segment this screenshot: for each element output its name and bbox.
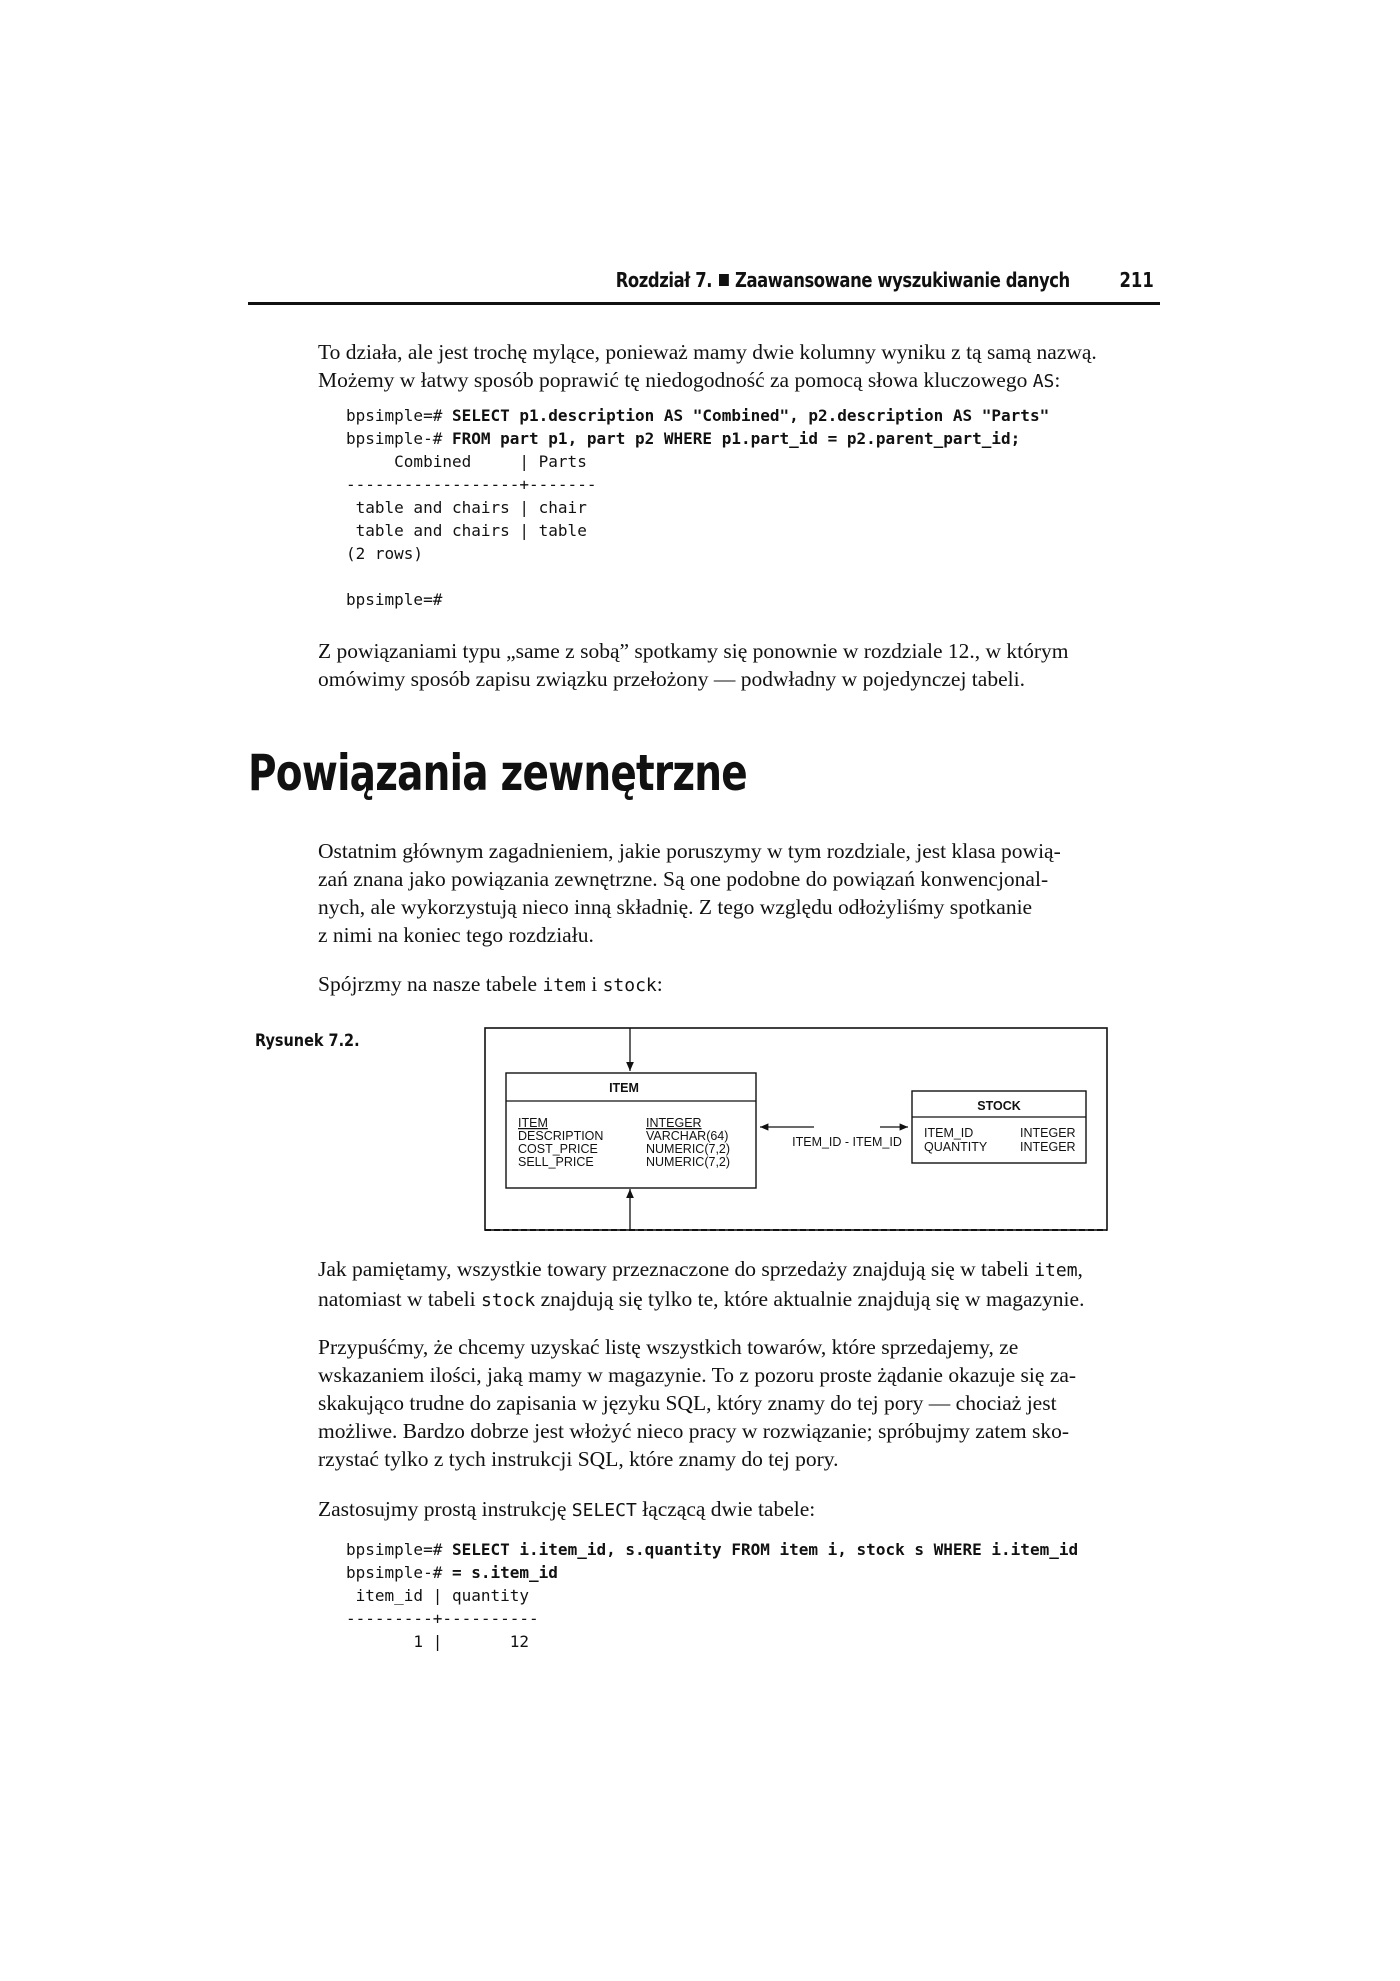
code-line bbox=[346, 1538, 1078, 1561]
code-prompt: bpsimple-# bbox=[346, 429, 452, 448]
code-output-separator: ------------------+------- bbox=[346, 475, 597, 494]
code-command: SELECT i.item_id, s.quantity FROM item i, stock s WHERE i.item_id bbox=[451, 1540, 1079, 1559]
same-self-paragraph bbox=[318, 637, 1160, 693]
apply-text: Zastosujmy prostą instrukcję bbox=[318, 1497, 572, 1521]
stock-field-name: ITEM_ID bbox=[924, 1126, 974, 1140]
look-paragraph bbox=[318, 970, 1160, 1000]
er-diagram bbox=[484, 1027, 1110, 1232]
chapter-heading bbox=[616, 268, 1070, 292]
suppose-line-1: Przypuśćmy, że chcemy uzyskać listę wszystkich towarów, które sprzedajemy, ze bbox=[318, 1335, 1019, 1359]
outer-intro-line-1: Ostatnim głównym zagadnieniem, jakie poruszymy w tym rozdziale, jest klasa powią- bbox=[318, 839, 1061, 863]
stock-field-type: INTEGER bbox=[1020, 1126, 1076, 1140]
er-diagram-svg bbox=[484, 1027, 1110, 1232]
intro-line-2 bbox=[318, 366, 1160, 396]
item-field-name: ITEM bbox=[518, 1116, 548, 1130]
code-command: = s.item_id bbox=[451, 1563, 558, 1582]
stock-table bbox=[912, 1091, 1086, 1163]
section-heading-wrap bbox=[248, 744, 1148, 802]
stock-table-title: STOCK bbox=[977, 1099, 1021, 1113]
code-output-separator: ---------+---------- bbox=[346, 1609, 539, 1628]
item-field-type: INTEGER bbox=[646, 1116, 702, 1130]
code-line bbox=[346, 404, 1049, 427]
inline-code-stock: stock bbox=[602, 975, 657, 996]
code-prompt: bpsimple=# bbox=[346, 406, 452, 425]
remember-text: natomiast w tabeli bbox=[318, 1287, 482, 1311]
figure-label: Rysunek 7.2. bbox=[255, 1031, 360, 1051]
code-output-row: table and chairs | table bbox=[346, 521, 587, 540]
apply-paragraph bbox=[318, 1495, 1160, 1525]
apply-line bbox=[318, 1495, 1160, 1525]
outer-intro-line-3: nych, ale wykorzystują nieco inną składnię. Z tego względu odłożyliśmy spotkanie bbox=[318, 895, 1033, 919]
remember-text: znajdują się tylko te, które aktualnie znajdują się w magazynie. bbox=[535, 1287, 1085, 1311]
apply-text: łączącą dwie tabele: bbox=[636, 1497, 816, 1521]
same-self-line-1: Z powiązaniami typu „same z sobą” spotkamy się ponownie w rozdziale 12., w którym bbox=[318, 639, 1069, 663]
same-self-line-2: omówimy sposób zapisu związku przełożony — podwładny w pojedynczej tabeli. bbox=[318, 667, 1025, 691]
code-output-row: 1 | 12 bbox=[346, 1632, 530, 1651]
inline-code-item: item bbox=[542, 975, 586, 996]
intro-paragraph bbox=[318, 338, 1160, 396]
code-block-1 bbox=[346, 404, 1049, 611]
intro-line-2-end: : bbox=[1054, 368, 1061, 392]
look-text: : bbox=[656, 972, 663, 996]
outer-intro-line-4: z nimi na koniec tego rozdziału. bbox=[318, 923, 594, 947]
code-output-header: item_id | quantity bbox=[346, 1586, 530, 1605]
inline-code-select: SELECT bbox=[571, 1500, 637, 1521]
chapter-number: Rozdział 7. bbox=[615, 268, 713, 292]
code-row-count: (2 rows) bbox=[346, 544, 424, 563]
running-header bbox=[248, 262, 1160, 305]
suppose-paragraph bbox=[318, 1333, 1160, 1473]
outer-intro-paragraph bbox=[318, 837, 1160, 949]
item-table bbox=[506, 1073, 756, 1188]
code-line bbox=[346, 427, 1049, 450]
item-field-type: VARCHAR(64) bbox=[646, 1129, 729, 1143]
code-command: FROM part p1, part p2 WHERE p1.part_id = p2.parent_part_id; bbox=[451, 429, 1021, 448]
item-field-name: SELL_PRICE bbox=[518, 1155, 594, 1169]
remember-line-1 bbox=[318, 1255, 1160, 1285]
outer-intro-line-2: zań znana jako powiązania zewnętrzne. Są one podobne do powiązań konwencjonal- bbox=[318, 867, 1049, 891]
code-blank-line bbox=[346, 565, 1049, 588]
look-text: Spójrzmy na nasze tabele bbox=[318, 972, 543, 996]
code-output-header: Combined | Parts bbox=[346, 452, 587, 471]
item-field-type: NUMERIC(7,2) bbox=[646, 1155, 731, 1169]
inline-code-stock: stock bbox=[481, 1290, 536, 1311]
suppose-line-5: rzystać tylko z tych instrukcji SQL, które znamy do tej pory. bbox=[318, 1447, 839, 1471]
item-field-name: COST_PRICE bbox=[518, 1142, 598, 1156]
inline-code-as: AS bbox=[1032, 371, 1055, 392]
item-field-type: NUMERIC(7,2) bbox=[646, 1142, 731, 1156]
code-prompt: bpsimple-# bbox=[346, 1563, 452, 1582]
inline-code-item: item bbox=[1034, 1260, 1078, 1281]
stock-field-type: INTEGER bbox=[1020, 1140, 1076, 1154]
intro-line-1: To działa, ale jest trochę mylące, ponieważ mamy dwie kolumny wyniku z tą samą nazwą. bbox=[318, 340, 1097, 364]
code-command: SELECT p1.description AS "Combined", p2.description AS "Parts" bbox=[451, 406, 1050, 425]
code-line bbox=[346, 1561, 1078, 1584]
code-output-row: table and chairs | chair bbox=[346, 498, 587, 517]
remember-paragraph bbox=[318, 1255, 1160, 1315]
section-title: Powiązania zewnętrzne bbox=[248, 744, 747, 802]
remember-text: Jak pamiętamy, wszystkie towary przeznaczone do sprzedaży znajdują się w tabeli bbox=[318, 1257, 1035, 1281]
square-bullet-icon bbox=[719, 274, 729, 286]
code-final-prompt: bpsimple=# bbox=[346, 590, 443, 609]
remember-line-2 bbox=[318, 1285, 1160, 1315]
item-field-name: DESCRIPTION bbox=[518, 1129, 604, 1143]
remember-text: , bbox=[1077, 1257, 1083, 1281]
look-line bbox=[318, 970, 1160, 1000]
relation-label: ITEM_ID - ITEM_ID bbox=[792, 1135, 902, 1149]
intro-line-2-text: Możemy w łatwy sposób poprawić tę niedogodność za pomocą słowa kluczowego bbox=[318, 368, 1033, 392]
suppose-line-2: wskazaniem ilości, jaką mamy w magazynie. To z pozoru proste żądanie okazuje się za- bbox=[318, 1363, 1077, 1387]
look-text: i bbox=[585, 972, 603, 996]
stock-field-name: QUANTITY bbox=[924, 1140, 988, 1154]
chapter-title: Zaawansowane wyszukiwanie danych bbox=[735, 268, 1070, 292]
page-number: 211 bbox=[1119, 268, 1154, 292]
figure-label-wrap bbox=[255, 1031, 378, 1051]
suppose-line-3: skakująco trudne do zapisania w języku SQL, który znamy do tej pory — chociaż jest bbox=[318, 1391, 1057, 1415]
code-block-2 bbox=[346, 1538, 1078, 1653]
suppose-line-4: możliwe. Bardzo dobrze jest włożyć nieco pracy w rozwiązanie; spróbujmy zatem sko- bbox=[318, 1419, 1070, 1443]
item-table-title: ITEM bbox=[609, 1081, 639, 1095]
code-prompt: bpsimple=# bbox=[346, 1540, 452, 1559]
